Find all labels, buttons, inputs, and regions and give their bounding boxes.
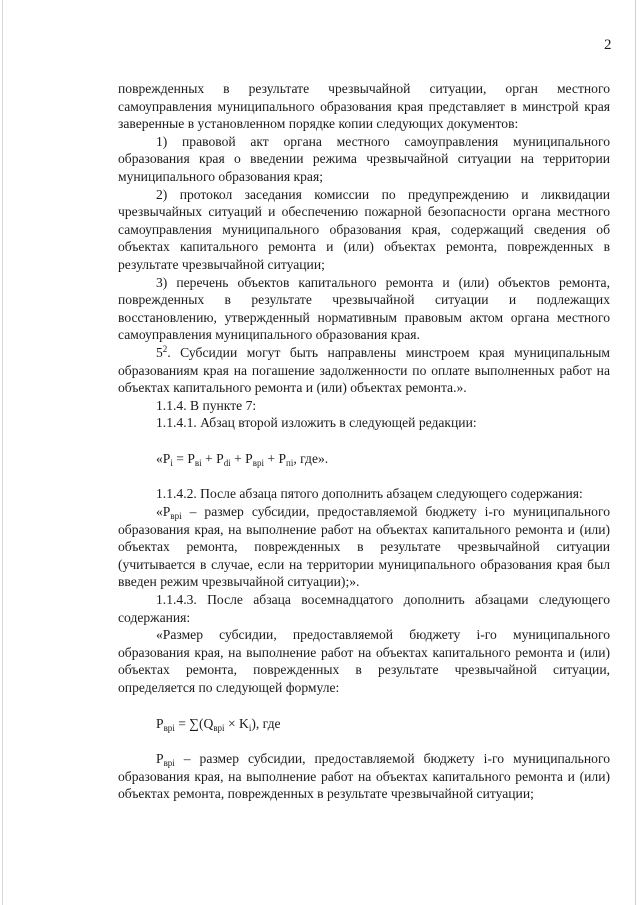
clause-1-1-4-2: 1.1.4.2. После абзаца пятого дополнить абзацем следующего содержания: — [156, 486, 583, 502]
definition-text: – размер субсидии, предоставляемой бюджету i-го муниципального образования края, на выполнение работ на объектах капитального ремонта и (или) объектах ремонта, поврежденных в результате чрезвычайной ситуации (учитывается в случае, если на территории муниципального образования края был введен режим чрезвычайной ситуации);». — [118, 504, 610, 590]
formula-term: ), где — [251, 715, 281, 731]
clause-1-1-4-3: 1.1.4.3. После абзаца восемнадцатого дополнить абзацами следующего содержания: — [118, 592, 610, 625]
paragraph-number: 5 — [156, 344, 163, 360]
formula-term: «P — [156, 450, 171, 466]
formula-term: = ∑(Q — [174, 715, 214, 731]
clause-1-1-4: 1.1.4. В пункте 7: — [156, 397, 257, 413]
definition-subscript: вpi — [170, 511, 182, 522]
definition-symbol: «P — [156, 504, 171, 520]
formula-subscript: i — [248, 722, 252, 733]
formula-subsidy-repair — [156, 715, 610, 733]
definition-symbol: P — [156, 751, 164, 767]
document-body — [118, 80, 610, 803]
formula-subscript: вpi — [163, 722, 175, 733]
list-item-1: 1) правовой акт органа местного самоуправления муниципального образования края о введении режима чрезвычайной ситуации на территории муниципального образования края; — [118, 133, 610, 184]
page-number: 2 — [604, 37, 612, 53]
clause-1-1-4-1: 1.1.4.1. Абзац второй изложить в следующей редакции: — [156, 415, 477, 431]
formula-subscript: пi — [286, 457, 294, 468]
formula-term: + P — [263, 450, 287, 466]
definition-subscript: вpi — [163, 758, 175, 769]
paragraph-number-superscript: 2 — [162, 343, 168, 354]
formula-term: + P — [230, 450, 253, 466]
formula-term: = P — [172, 450, 195, 466]
formula-term: , где». — [293, 450, 329, 466]
definition-text: – размер субсидии, предоставляемой бюджету i-го муниципального образования края, на выполнение работ на объектах капитального ремонта и (или) объектах ремонта, поврежденных в результате чрезвычайной ситуации; — [118, 751, 610, 802]
list-item-3: 3) перечень объектов капитального ремонта и (или) объектов ремонта, поврежденных в результате чрезвычайной ситуации и подлежащих восстановлению, утвержденный нормативным правовым актом органа местного самоуправления муниципального образования края. — [118, 274, 610, 343]
formula-term: × K — [224, 715, 249, 731]
paragraph-formula-intro: «Размер субсидии, предоставляемой бюджету i-го муниципального образования края, на выполнение работ на объектах капитального ремонта и (или) объектах ремонта, поврежденных в результате чрезвычайной ситуации, определяется по следующей формуле: — [118, 627, 610, 695]
list-item-2: 2) протокол заседания комиссии по предупреждению и ликвидации чрезвычайных ситуаций и обеспечению пожарной безопасности органа местного самоуправления муниципального образования края, содержащий сведения об объектах капитального ремонта и (или) объектах ремонта, поврежденных в результате чрезвычайной ситуации; — [118, 186, 610, 272]
paragraph-text: . Субсидии могут быть направлены минстроем края муниципальным образованиям края на погашение задолженности по оплате выполненных работ на объектах капитального ремонта и (или) объектах ремонта.». — [118, 344, 610, 396]
definition-pvpi-first — [118, 503, 610, 591]
formula-term: + P — [201, 450, 224, 466]
formula-subscript: вi — [194, 457, 202, 468]
definition-pvpi-second — [118, 750, 610, 803]
formula-term: P — [156, 715, 164, 731]
formula-subsidy-total — [156, 450, 610, 468]
formula-subscript: вpi — [213, 722, 225, 733]
scan-edge-left — [2, 0, 3, 905]
formula-subscript: di — [223, 457, 231, 468]
formula-subscript: вpi — [252, 457, 264, 468]
paragraph-5-2 — [118, 344, 610, 397]
scan-edge-right — [635, 0, 636, 905]
paragraph-continuation: поврежденных в результате чрезвычайной ситуации, орган местного самоуправления муниципального образования края представляет в минстрой края заверенные в установленном порядке копии следующих документов: — [118, 81, 610, 132]
formula-subscript: i — [170, 457, 173, 468]
